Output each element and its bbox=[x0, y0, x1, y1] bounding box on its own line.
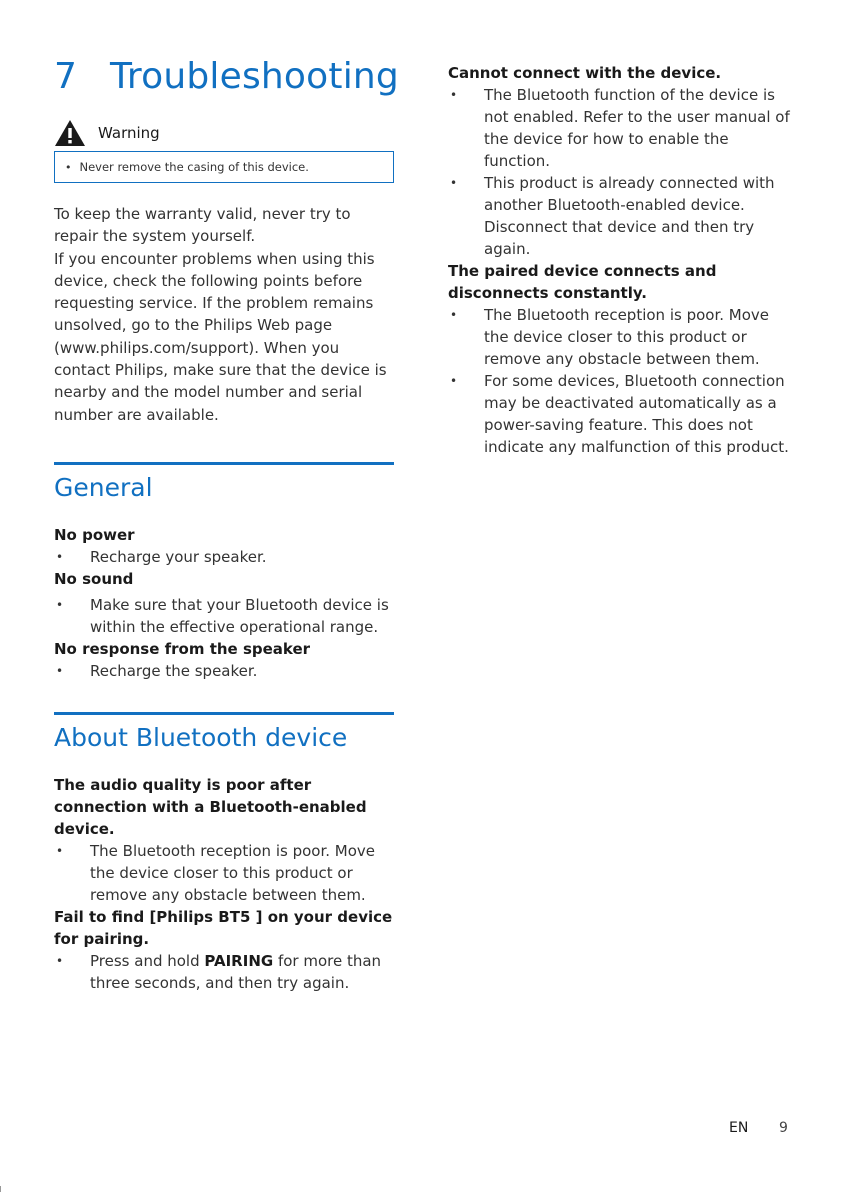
solution-text: This product is already connected with another Bluetooth-enabled device. Disconnect that device and then try again. bbox=[484, 174, 775, 258]
solution-text bbox=[90, 950, 394, 994]
solution-text-part: for more than three seconds, and then try again. bbox=[90, 951, 382, 992]
list-item bbox=[54, 594, 394, 638]
chapter-heading bbox=[54, 56, 399, 97]
problem-cannot-connect: Cannot connect with the device. bbox=[448, 64, 722, 82]
general-title: General bbox=[54, 472, 153, 502]
bullet-icon: • bbox=[56, 549, 64, 564]
problem-no-response: No response from the speaker bbox=[54, 639, 311, 658]
pairing-key: PAIRING bbox=[204, 951, 274, 970]
warning-title: Warning bbox=[98, 124, 160, 142]
list-item bbox=[54, 840, 394, 906]
chapter-title: Troubleshooting bbox=[110, 56, 399, 97]
general-section bbox=[54, 462, 394, 682]
solution-text-part: Press and hold bbox=[90, 951, 205, 970]
bullet-icon: • bbox=[56, 663, 64, 678]
solution-text: Make sure that your Bluetooth device is within the effective operational range. bbox=[90, 595, 389, 636]
solution-text: The Bluetooth reception is poor. Move the device closer to this product or remove any obstacle between them. bbox=[90, 841, 375, 904]
problem-no-sound: No sound bbox=[54, 569, 134, 588]
bullet-icon: • bbox=[56, 597, 64, 612]
intro-text bbox=[54, 203, 394, 426]
bullet-icon: • bbox=[450, 88, 458, 102]
warning-box bbox=[54, 151, 394, 183]
intro-paragraph-2: If you encounter problems when using this device, check the following points before requesting service. If the problem remains unsolved, go to the Philips Web page (www.philips.com/support). When you contact Philips, make sure that the device is nearby and the model number and serial number are available. bbox=[54, 249, 387, 424]
page-number: 9 bbox=[779, 1120, 788, 1136]
problem-audio-quality: The audio quality is poor after connection with a Bluetooth-enabled device. bbox=[54, 775, 367, 838]
solution-text: The Bluetooth reception is poor. Move the device closer to this product or remove any obstacle between them. bbox=[484, 306, 769, 368]
warning-header bbox=[54, 119, 394, 147]
crop-mark bbox=[0, 1186, 7, 1192]
problem-paired-disconnects: The paired device connects and disconnects constantly. bbox=[448, 262, 717, 302]
bullet-icon: • bbox=[450, 308, 458, 322]
list-item bbox=[54, 546, 394, 568]
right-column bbox=[448, 62, 793, 458]
intro-paragraph-1: To keep the warranty valid, never try to repair the system yourself. bbox=[54, 205, 351, 246]
left-column bbox=[54, 56, 399, 994]
bullet-icon: • bbox=[56, 843, 64, 858]
problem-no-power: No power bbox=[54, 525, 135, 544]
bluetooth-section bbox=[54, 712, 394, 994]
list-item bbox=[54, 950, 394, 994]
list-item bbox=[448, 172, 793, 260]
bullet-icon: • bbox=[56, 953, 64, 968]
warning-triangle-icon bbox=[54, 119, 86, 147]
list-item bbox=[448, 84, 793, 172]
warning-text: Never remove the casing of this device. bbox=[79, 160, 309, 174]
chapter-number: 7 bbox=[54, 56, 78, 97]
bullet-icon: • bbox=[450, 374, 458, 388]
bullet-icon: • bbox=[450, 176, 458, 190]
solution-text: The Bluetooth function of the device is not enabled. Refer to the user manual of the device for how to enable the function. bbox=[484, 86, 790, 170]
section-rule bbox=[54, 712, 394, 715]
footer-language: EN bbox=[729, 1120, 749, 1136]
solution-text: For some devices, Bluetooth connection may be deactivated automatically as a power-saving feature. This does not indicate any malfunction of this product. bbox=[484, 372, 789, 456]
solution-text: Recharge your speaker. bbox=[90, 547, 267, 566]
bluetooth-title: About Bluetooth device bbox=[54, 722, 348, 752]
list-item bbox=[54, 660, 394, 682]
list-item bbox=[448, 370, 793, 458]
list-item bbox=[448, 304, 793, 370]
problem-fail-find: Fail to find [Philips BT5 ] on your device for pairing. bbox=[54, 907, 393, 948]
bullet-icon: • bbox=[65, 160, 72, 174]
section-rule bbox=[54, 462, 394, 465]
solution-text: Recharge the speaker. bbox=[90, 661, 258, 680]
